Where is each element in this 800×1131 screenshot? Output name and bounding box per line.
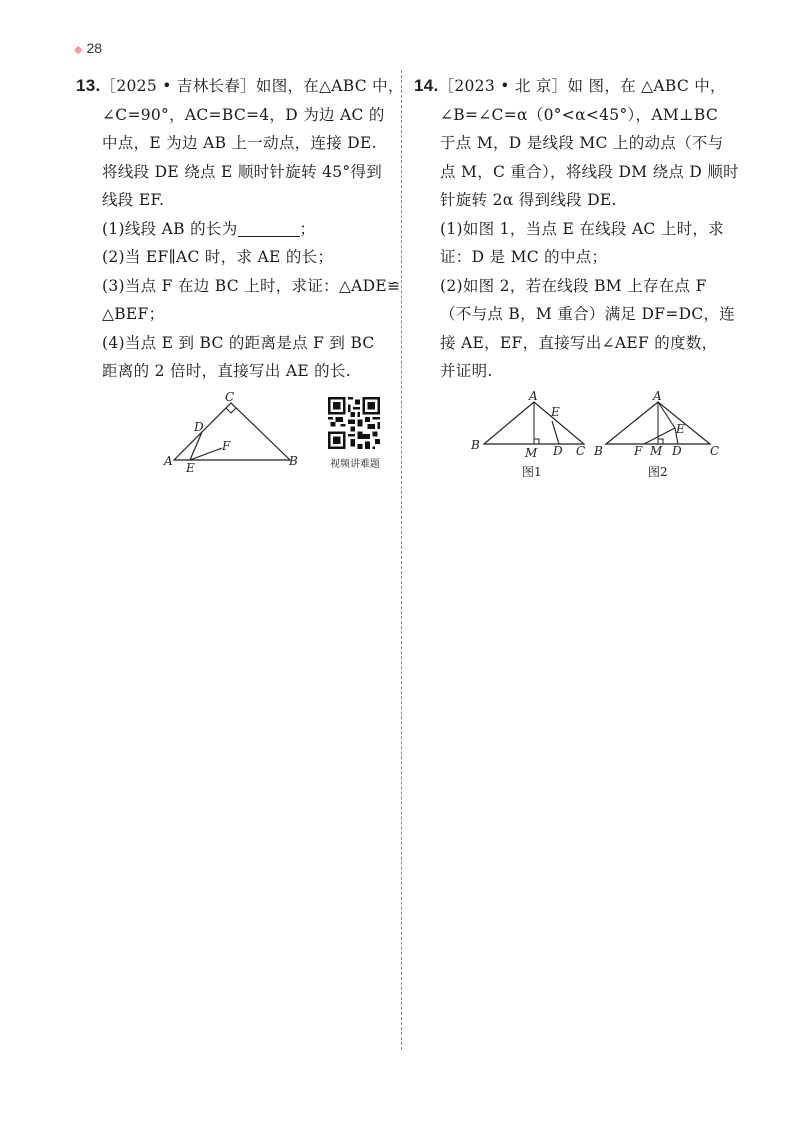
q14-part-2-cont-2: 接 AE，EF，直接写出∠AEF 的度数， [440,333,718,352]
q13-part-4-cont: 距离的 2 倍时，直接写出 AE 的长. [102,362,352,380]
qr-code-label: 视频讲难题 [330,459,380,470]
q13-line-3: 中点，E 为边 AB 上一动点，连接 DE. [102,134,377,152]
label-C: C [225,390,235,404]
qr-code-icon[interactable] [328,397,380,449]
answer-blank [238,220,300,237]
fig2-label-A: A [653,389,662,403]
q14-figure-1 [466,388,596,482]
q13-line-2: ∠C=90°，AC=BC=4，D 为边 AC 的 [102,105,385,124]
q13-line-4: 将线段 DE 绕点 E 顺时针旋转 45°得到 [102,162,383,181]
label-F: F [222,439,231,453]
q13-line-1: 13.［2025 • 吉林长春］如图，在△ABC 中， [76,76,404,95]
fig2-label-F: F [634,444,643,458]
q14-part-2-cont-1: （不与点 B，M 重合）满足 DF=DC，连 [440,305,736,323]
fig2-label-D: D [672,444,682,458]
q13-part-4: (4)当点 E 到 BC 的距离是点 F 到 BC [102,333,375,352]
fig2-label-B: B [594,444,603,458]
fig2-label-E: E [676,422,685,436]
q14-line-4: 点 M，C 重合），将线段 DM 绕点 D 顺时 [440,162,739,181]
fig2-label-M: M [650,444,663,458]
q14-part-2: (2)如图 2，若在线段 BM 上存在点 F [440,276,707,295]
q13-figure [160,388,310,478]
q14-line-3: 于点 M，D 是线段 MC 上的动点（不与 [440,134,724,152]
fig1-label-E: E [551,405,560,419]
label-E: E [186,461,195,475]
fig1-label-B: B [471,438,480,452]
q14-part-2-cont-3: 并证明. [440,362,493,380]
q14-line-5: 针旋转 2α 得到线段 DE. [440,191,617,209]
q13-line-5: 线段 EF. [102,191,165,209]
fig1-label-A: A [529,389,538,403]
q13-part-2: (2)当 EF∥AC 时，求 AE 的长； [102,248,334,266]
q14-part-1: (1)如图 1，当点 E 在线段 AC 上时，求 [440,219,725,238]
fig2-label-C: C [710,444,720,458]
q14-figure-2 [592,388,726,482]
label-A: A [164,454,173,468]
q13-part-3-cont: △BEF； [102,305,165,323]
q13-part-1: (1)线段 AB 的长为 ； [102,219,316,238]
column-divider [401,70,402,1050]
fig1-label-D: D [553,444,563,458]
q14-part-1-cont: 证：D 是 MC 的中点； [440,248,608,266]
question-13 [76,72,404,386]
diamond-icon: ◆ [74,44,83,56]
q13-number: 13. [76,76,101,95]
page-number: ◆ 28 [74,40,103,56]
q14-line-2: ∠B=∠C=α（0°<α<45°），AM⊥BC [440,105,719,124]
label-D: D [194,420,204,434]
q13-part-3: (3)当点 F 在边 BC 上时，求证：△ADE≌ [102,276,401,295]
fig1-label-M: M [525,446,538,460]
q14-number: 14. [414,76,439,95]
fig1-label-C: C [576,444,586,458]
q14-line-1: 14.［2023 • 北 京］如 图，在 △ABC 中， [414,76,726,95]
label-B: B [289,454,298,468]
fig2-caption: 图2 [648,465,668,479]
question-14 [414,72,739,386]
fig1-caption: 图1 [522,465,542,479]
